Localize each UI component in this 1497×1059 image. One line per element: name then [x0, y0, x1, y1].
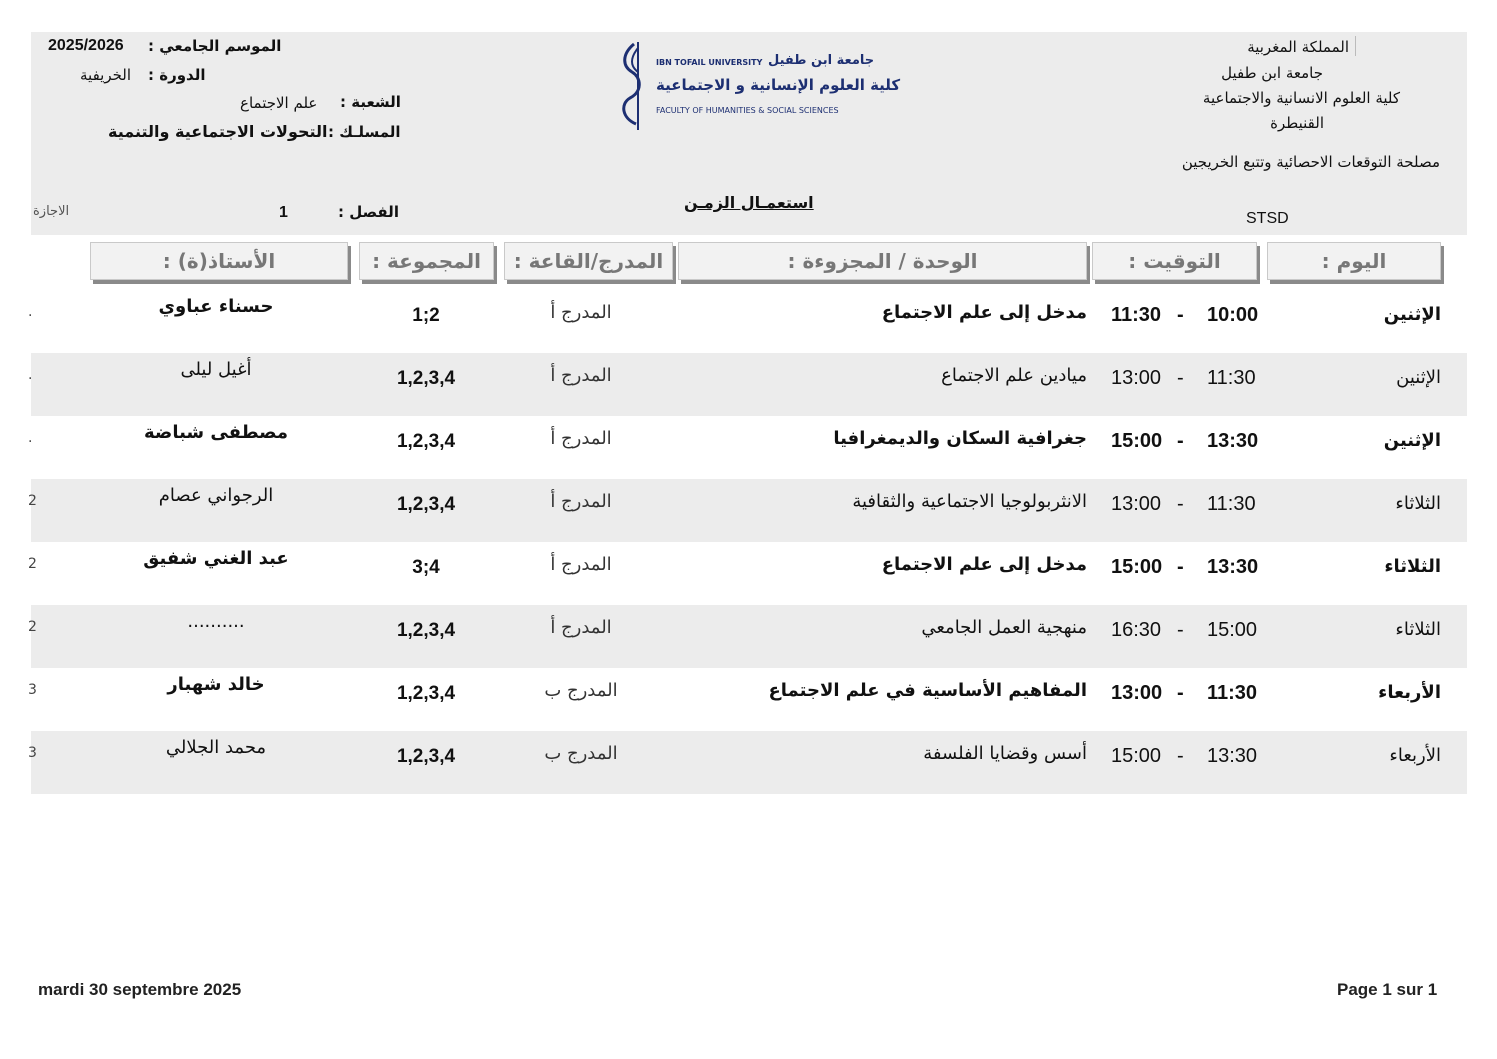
logo-en-bottom: FACULTY OF HUMANITIES & SOCIAL SCIENCES — [656, 106, 839, 115]
logo-emblem-icon — [612, 40, 656, 132]
faculty-line: كلية العلوم الانسانية والاجتماعية — [1202, 89, 1400, 107]
branch-value: علم الاجتماع — [240, 94, 318, 112]
time-separator: - — [1177, 556, 1184, 578]
group-cell: 1;2 — [412, 305, 440, 326]
service-line: مصلحة التوقعات الاحصائية وتتبع الخريجين — [1181, 153, 1440, 171]
footer-page: Page 1 sur 1 — [1337, 980, 1438, 999]
time-end: 15:00 — [1111, 556, 1163, 578]
page-title: استعمـال الزمـن — [684, 193, 814, 212]
professor-cell: مصطفى شباضة — [144, 422, 288, 443]
room-cell: المدرج ب — [544, 680, 618, 701]
professor-cell: محمد الجلالي — [165, 737, 267, 758]
room-cell: المدرج أ — [550, 365, 612, 386]
day-cell: الإثنين — [1383, 430, 1441, 451]
time-end: 13:00 — [1111, 367, 1162, 389]
kingdom-line: المملكة المغربية — [1247, 38, 1349, 56]
row-edge-mark: 2 — [28, 619, 37, 635]
room-cell: المدرج أ — [550, 491, 612, 512]
time-separator: - — [1177, 304, 1184, 326]
time-separator: - — [1177, 367, 1184, 389]
logo-ar-mid: كلية العلوم الإنسانية و الاجتماعية — [656, 76, 901, 94]
city-line: القنيطرة — [1270, 114, 1324, 132]
day-cell: الإثنين — [1383, 304, 1441, 325]
semester-value: 1 — [279, 204, 288, 221]
day-cell: الثلاثاء — [1384, 556, 1441, 577]
university-line: جامعة ابن طفيل — [1221, 64, 1323, 82]
room-cell: المدرج أ — [550, 302, 612, 323]
row-edge-mark: 3 — [28, 682, 37, 698]
table-row — [28, 731, 1467, 794]
row-edge-mark: 2 — [28, 556, 37, 572]
footer-date: mardi 30 septembre 2025 — [38, 980, 242, 999]
time-start: 10:00 — [1207, 304, 1259, 326]
time-end: 13:00 — [1111, 493, 1162, 515]
season-value: 2025/2026 — [48, 37, 124, 54]
time-separator: - — [1177, 682, 1184, 704]
track-value: التحولات الاجتماعية والتنمية — [108, 122, 328, 141]
time-end: 13:00 — [1111, 682, 1163, 704]
time-start: 11:30 — [1207, 367, 1256, 389]
time-separator: - — [1177, 430, 1184, 452]
session-value: الخريفية — [80, 66, 132, 84]
room-cell: المدرج أ — [550, 428, 612, 449]
module-cell: المفاهيم الأساسية في علم الاجتماع — [768, 680, 1087, 701]
column-header-room: المدرج/القاعة : — [504, 242, 673, 280]
logo-en-top: IBN TOFAIL UNIVERSITY — [656, 58, 763, 67]
column-header-module: الوحدة / المجزوءة : — [678, 242, 1087, 280]
time-start: 11:30 — [1207, 682, 1258, 704]
row-edge-mark: 2 — [28, 493, 37, 509]
room-cell: المدرج أ — [550, 617, 612, 638]
time-end: 15:00 — [1111, 745, 1162, 767]
day-cell: الإثنين — [1396, 367, 1441, 388]
table-row — [28, 290, 1467, 353]
day-cell: الأربعاء — [1378, 682, 1441, 703]
professor-cell: حسناء عباوي — [158, 296, 274, 317]
logo-ar-top: جامعة ابن طفيل — [768, 53, 875, 68]
time-end: 15:00 — [1111, 430, 1163, 452]
professor-cell: الرجواني عصام — [158, 485, 274, 506]
group-cell: 1,2,3,4 — [396, 620, 456, 641]
group-cell: 1,2,3,4 — [396, 494, 456, 515]
room-cell: المدرج أ — [550, 554, 612, 575]
group-cell: 1,2,3,4 — [396, 746, 456, 767]
group-cell: 1,2,3,4 — [396, 683, 456, 704]
professor-cell: أغيل ليلى — [180, 359, 252, 380]
time-start: 13:30 — [1207, 430, 1259, 452]
time-start: 11:30 — [1207, 493, 1256, 515]
table-row — [28, 479, 1467, 542]
track-label: المسلـك : — [328, 123, 401, 141]
column-header-day: اليوم : — [1267, 242, 1441, 280]
semester-label: الفصل : — [338, 203, 399, 221]
room-cell: المدرج ب — [544, 743, 618, 764]
header-divider — [1355, 36, 1356, 56]
module-cell: الانثربولوجيا الاجتماعية والثقافية — [852, 491, 1087, 512]
professor-cell: خالد شهبار — [167, 674, 265, 695]
row-edge-mark: . — [28, 367, 33, 383]
branch-label: الشعبة : — [340, 93, 401, 111]
time-separator: - — [1177, 493, 1184, 515]
time-start: 13:30 — [1207, 745, 1258, 767]
module-cell: مدخل إلى علم الاجتماع — [881, 554, 1087, 575]
time-end: 16:30 — [1111, 619, 1162, 641]
session-label: الدورة : — [148, 66, 206, 84]
time-start: 15:00 — [1207, 619, 1258, 641]
module-cell: أسس وقضايا الفلسفة — [923, 743, 1087, 764]
module-cell: ميادين علم الاجتماع — [941, 365, 1087, 386]
table-row — [28, 605, 1467, 668]
day-cell: الأربعاء — [1389, 745, 1441, 766]
row-edge-mark: 3 — [28, 745, 37, 761]
group-cell: 3;4 — [412, 557, 440, 578]
module-cell: مدخل إلى علم الاجتماع — [881, 302, 1087, 323]
day-cell: الثلاثاء — [1395, 493, 1441, 514]
column-header-prof: الأستاذ(ة) : — [90, 242, 348, 280]
table-row — [28, 542, 1467, 605]
time-start: 13:30 — [1207, 556, 1259, 578]
table-row — [28, 416, 1467, 479]
professor-cell: .......... — [187, 611, 245, 632]
season-label: الموسم الجامعي : — [148, 37, 282, 55]
column-header-group: المجموعة : — [359, 242, 494, 280]
column-header-time: التوقيت : — [1092, 242, 1257, 280]
professor-cell: عبد الغني شفيق — [143, 548, 289, 569]
row-edge-mark: . — [28, 304, 33, 320]
degree-label: الاجازة — [33, 204, 70, 219]
group-cell: 1,2,3,4 — [396, 368, 456, 389]
day-cell: الثلاثاء — [1395, 619, 1441, 640]
table-row — [28, 353, 1467, 416]
group-cell: 1,2,3,4 — [396, 431, 456, 452]
time-separator: - — [1177, 619, 1184, 641]
module-cell: منهجية العمل الجامعي — [921, 617, 1087, 638]
table-row — [28, 668, 1467, 731]
row-edge-mark: . — [28, 430, 33, 446]
university-logo — [612, 40, 901, 132]
time-end: 11:30 — [1111, 304, 1162, 326]
service-code: STSD — [1246, 210, 1289, 227]
module-cell: جغرافية السكان والديمغرافيا — [833, 428, 1087, 449]
time-separator: - — [1177, 745, 1184, 767]
